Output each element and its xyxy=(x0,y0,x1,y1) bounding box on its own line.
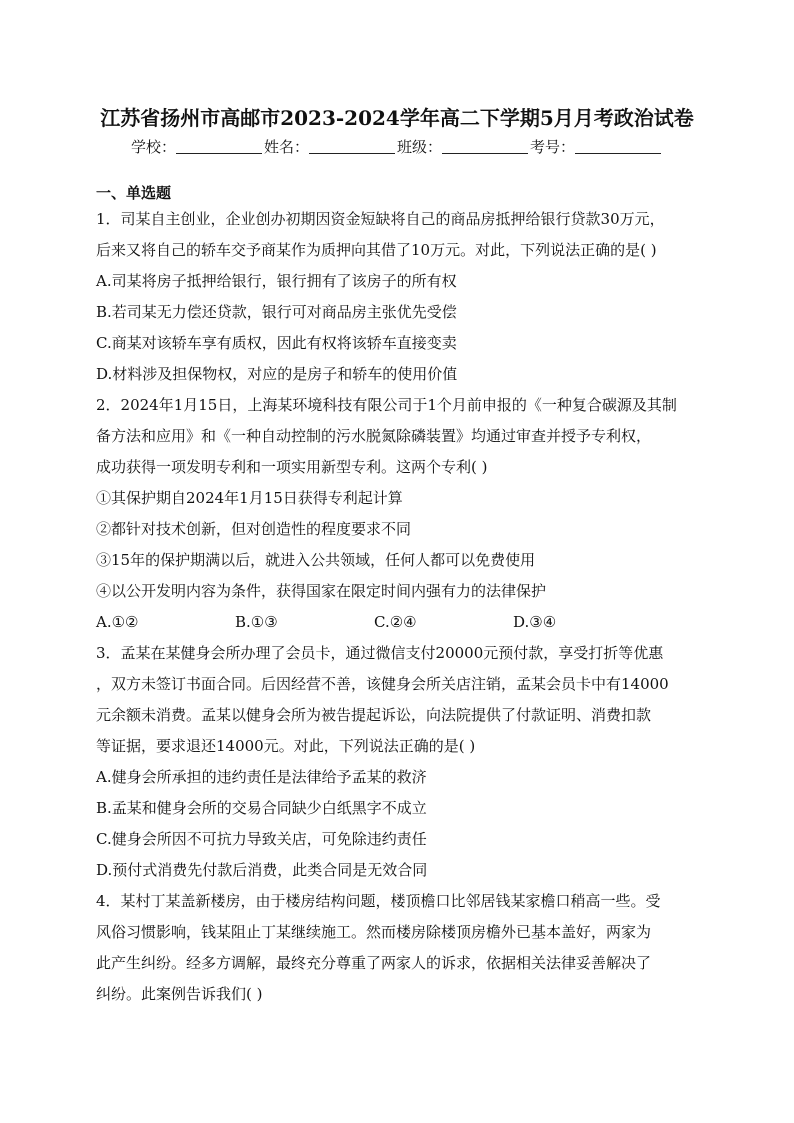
questions-body xyxy=(96,204,700,1010)
question-3-line: ，双方未签订书面合同。后因经营不善，该健身会所关店注销，孟某会员卡中有14000 xyxy=(96,675,669,693)
question-2-statement-4: ④以公开发明内容为条件，获得国家在限定时间内强有力的法律保护 xyxy=(96,582,547,600)
question-2-option-c: C.②④ xyxy=(374,613,417,631)
question-4-line: 4．某村丁某盖新楼房，由于楼房结构问题，楼顶檐口比邻居钱某家檐口稍高一些。受 xyxy=(96,892,661,910)
question-3-line: 元余额未消费。孟某以健身会所为被告提起诉讼，向法院提供了付款证明、消费扣款 xyxy=(96,706,652,724)
question-4-line: 风俗习惯影响，钱某阻止丁某继续施工。然而楼房除楼顶房檐外已基本盖好，两家为 xyxy=(96,923,652,941)
question-3-option-c: C.健身会所因不可抗力导致关店，可免除违约责任 xyxy=(96,830,427,848)
question-1-option-c: C.商某对该轿车享有质权，因此有权将该轿车直接变卖 xyxy=(96,334,457,352)
question-1-option-d: D.材料涉及担保物权，对应的是房子和轿车的使用价值 xyxy=(96,365,458,383)
question-2-statement-2: ②都针对技术创新，但对创造性的程度要求不同 xyxy=(96,520,412,538)
question-2-option-a: A.①② xyxy=(96,613,139,631)
name-field xyxy=(264,136,397,157)
question-1-line: 后来又将自己的轿车交予商某作为质押向其借了10万元。对此，下列说法正确的是( ) xyxy=(96,241,657,259)
question-2-line: 2．2024年1月15日，上海某环境科技有限公司于1个月前申报的《一种复合碳源及其制 xyxy=(96,396,677,414)
exam-no-field xyxy=(530,136,663,157)
question-4-line: 此产生纠纷。经多方调解，最终充分尊重了两家人的诉求，依据相关法律妥善解决了 xyxy=(96,954,652,972)
name-label: 姓名： xyxy=(263,138,309,156)
question-3-option-a: A.健身会所承担的违约责任是法律给予孟某的救济 xyxy=(96,768,427,786)
question-1-option-b: B.若司某无力偿还贷款，银行可对商品房主张优先受偿 xyxy=(96,303,457,321)
question-4 xyxy=(96,886,700,1010)
exam-title: 江苏省扬州市高邮市2023-2024学年高二下学期5月月考政治试卷 xyxy=(100,106,694,130)
student-info-line xyxy=(0,136,794,157)
question-2-option-b: B.①③ xyxy=(235,613,278,631)
question-1-option-a: A.司某将房子抵押给银行，银行拥有了该房子的所有权 xyxy=(96,272,457,290)
question-2-line: 备方法和应用》和《一种自动控制的污水脱氮除磷装置》均通过审查并授予专利权， xyxy=(96,427,652,445)
question-3-line: 等证据，要求退还14000元。对此，下列说法正确的是( ) xyxy=(96,737,476,755)
question-1-line: 1．司某自主创业，企业创办初期因资金短缺将自己的商品房抵押给银行贷款30万元， xyxy=(96,210,665,228)
question-1 xyxy=(96,204,700,390)
school-blank xyxy=(176,139,262,154)
question-2-option-d: D.③④ xyxy=(513,613,557,631)
class-blank xyxy=(442,139,528,154)
class-label: 班级： xyxy=(397,138,443,156)
question-2 xyxy=(96,390,700,638)
question-3-line: 3．孟某在某健身会所办理了会员卡，通过微信支付20000元预付款，享受打折等优惠 xyxy=(96,644,664,662)
question-4-line: 纠纷。此案例告诉我们( ) xyxy=(96,985,263,1003)
question-3-option-d: D.预付式消费先付款后消费，此类合同是无效合同 xyxy=(96,861,428,879)
school-field xyxy=(131,136,264,157)
class-field xyxy=(397,136,530,157)
school-label: 学校： xyxy=(130,138,176,156)
section-heading: 一、单选题 xyxy=(96,184,172,202)
question-2-line: 成功获得一项发明专利和一项实用新型专利。这两个专利( ) xyxy=(96,458,488,476)
question-2-statement-3: ③15年的保护期满以后，就进入公共领域，任何人都可以免费使用 xyxy=(96,551,536,569)
question-2-statement-1: ①其保护期自2024年1月15日获得专利起计算 xyxy=(96,489,403,507)
name-blank xyxy=(309,139,395,154)
question-3-option-b: B.孟某和健身会所的交易合同缺少白纸黑字不成立 xyxy=(96,799,427,817)
exam-no-label: 考号： xyxy=(530,138,576,156)
exam-no-blank xyxy=(575,139,661,154)
question-3 xyxy=(96,638,700,886)
question-2-options xyxy=(96,607,700,638)
